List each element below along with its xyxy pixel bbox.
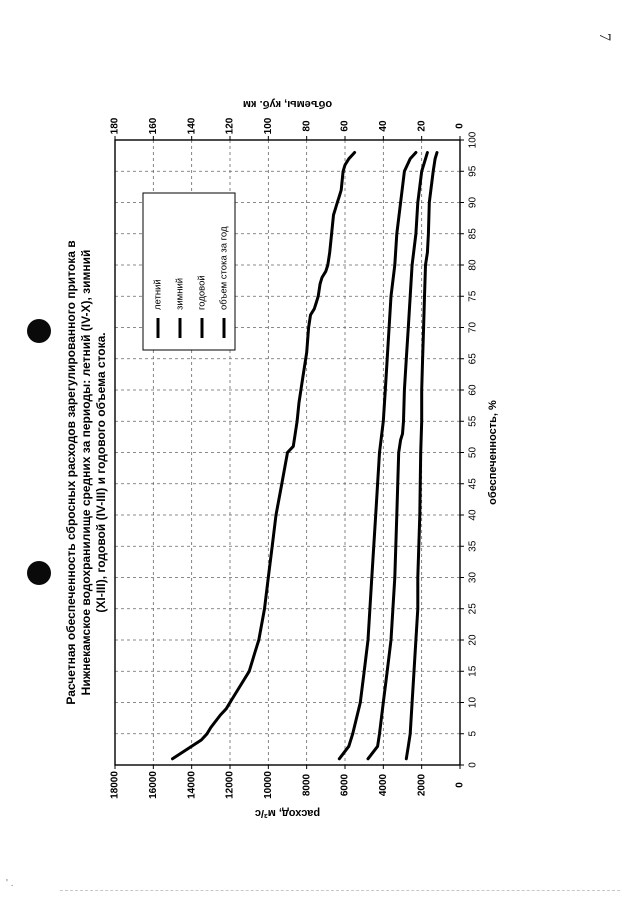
y-right-tick-label: 60	[339, 120, 351, 132]
x-tick-label: 100	[467, 131, 479, 149]
x-tick-label: 25	[467, 603, 479, 615]
scan-artifact: ' .	[6, 878, 14, 889]
y-left-tick-label: 16000	[147, 771, 159, 799]
x-tick-label: 35	[467, 540, 479, 552]
y-left-tick-label: 2000	[416, 773, 428, 797]
y-right-tick-label: 20	[416, 120, 428, 132]
x-tick-label: 45	[467, 478, 479, 490]
x-tick-label: 0	[467, 762, 479, 768]
y-left-tick-label: 6000	[339, 773, 351, 797]
chart-title-line: Нижнекамское водохранилище средних за периоды: летний (IV-X), зимний	[79, 249, 94, 696]
y-left-tick-label: 0	[454, 782, 466, 788]
x-tick-label: 10	[467, 696, 479, 709]
x-tick-label: 75	[467, 290, 479, 302]
x-tick-label: 40	[467, 509, 479, 521]
x-tick-label: 70	[467, 321, 479, 334]
x-tick-label: 90	[467, 196, 479, 209]
y-left-tick-label: 8000	[301, 773, 313, 797]
y-left-tick-label: 12000	[224, 771, 236, 799]
y-right-tick-label: 120	[224, 117, 236, 135]
legend-label-4: объем стока за год	[218, 226, 230, 310]
x-tick-label: 85	[467, 228, 479, 240]
y-left-axis-title: расход, м³/с	[254, 807, 321, 820]
x-tick-label: 60	[467, 384, 479, 396]
page-bottom-edge	[60, 890, 620, 891]
legend-label-3: годовой	[196, 275, 208, 310]
y-left-tick-label: 4000	[377, 773, 389, 797]
y-right-axis-title: объемы, куб. км	[242, 98, 333, 111]
series-line-2	[368, 153, 427, 759]
y-right-tick-label: 40	[377, 120, 389, 132]
y-right-tick-label: 140	[186, 117, 198, 135]
chart-title-line: (XI-III), годовой (IV-III) и годового объема стока.	[94, 332, 109, 613]
y-right-tick-label: 160	[147, 117, 159, 135]
x-tick-label: 55	[467, 415, 479, 427]
y-right-tick-label: 80	[301, 120, 313, 132]
y-right-tick-label: 180	[109, 117, 121, 135]
x-tick-label: 95	[467, 165, 479, 177]
page-number: 7	[596, 33, 613, 41]
y-left-tick-label: 10000	[262, 771, 274, 799]
x-tick-label: 20	[467, 634, 479, 646]
y-right-tick-label: 100	[262, 117, 274, 135]
x-tick-label: 15	[467, 665, 479, 677]
series-line-3	[339, 153, 416, 759]
x-axis-title: обеспеченность, %	[486, 400, 499, 505]
y-right-tick-label: 0	[454, 123, 466, 129]
y-left-tick-label: 14000	[186, 771, 198, 799]
x-tick-label: 80	[467, 259, 479, 271]
x-tick-label: 5	[467, 730, 479, 737]
chart-title-line: Расчетная обеспеченность сбросных расходов зарегулированного притока в	[64, 240, 79, 705]
y-left-tick-label: 18000	[109, 771, 121, 799]
legend-label-1: летний	[152, 279, 164, 310]
legend-label-2: зимний	[174, 277, 186, 310]
x-tick-label: 30	[467, 571, 479, 584]
x-tick-label: 50	[467, 446, 479, 459]
x-tick-label: 65	[467, 353, 479, 365]
